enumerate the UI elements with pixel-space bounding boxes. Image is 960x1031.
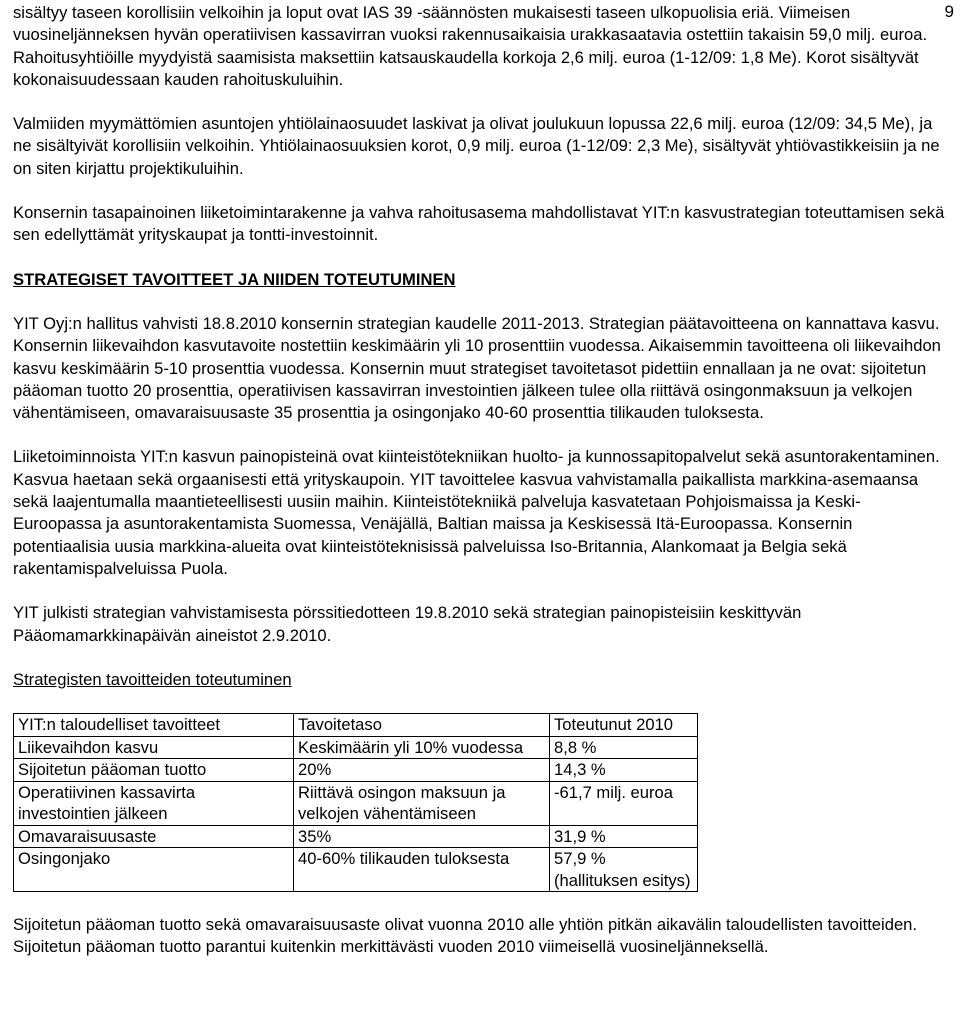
table-cell: Sijoitetun pääoman tuotto (14, 759, 294, 782)
table-cell: 35% (294, 825, 550, 848)
table-row (14, 736, 698, 759)
paragraph-release: YIT julkisti strategian vahvistamisesta pörssitiedotteen 19.8.2010 sekä strategian painopisteisiin keskittyvän Pääomamarkkinapäivän aineistot 2.9.2010. (13, 603, 802, 645)
table-cell: -61,7 milj. euroa (550, 781, 698, 825)
table-row (14, 781, 698, 825)
table-header-cell: YIT:n taloudelliset tavoitteet (14, 714, 294, 737)
paragraph-interest-bearing-debt: sisältyy taseen korollisiin velkoihin ja loput ovat IAS 39 -säännösten mukaisesti taseen ulkopuolisia eriä. Viimeisen vuosineljänneksen hyvän operatiivisen kassavirran vuoksi rakennusaikaisia urakkasaatavia ostettiin takaisin 59,0 milj. euroa. Rahoitusyhtiöille myydyistä saamisista maksettiin katsauskaudella korkoja 2,6 milj. euroa (1-12/09: 1,8 Me). Korot sisältyvät kokonaisuudessaan kauden rahoituskuluihin. (13, 3, 928, 89)
table-header-row (14, 714, 698, 737)
table-cell: Riittävä osingon maksuun ja velkojen vähentämiseen (294, 781, 550, 825)
table-cell: Omavaraisuusaste (14, 825, 294, 848)
section-heading: STRATEGISET TAVOITTEET JA NIIDEN TOTEUTUMINEN (13, 269, 456, 289)
paragraph-growth-focus: Liiketoiminnoista YIT:n kasvun painopisteinä ovat kiinteistötekniikan huolto- ja kunnossapitopalvelut sekä asuntorakentaminen. Kasvua haetaan sekä orgaanisesti että yrityskaupoin. YIT tavoittelee kasvua vahvistamalla paikallista markkina-asemaansa sekä laajentumalla maantieteellisesti uusiin maihin. Kiinteistötekniikä palveluja kasvatetaan Pohjoismaissa ja Keski-Euroopassa ja asuntorakentamista Suomessa, Venäjällä, Baltian maissa ja Keskisessä Itä-Euroopassa. Konsernin potentiaalisia uusia markkina-alueita ovat kiinteistöteknisissä palveluissa Iso-Britannia, Alankomaat ja Belgia sekä rakentamispalveluissa Puola. (13, 447, 940, 578)
table-cell: Osingonjako (14, 848, 294, 892)
targets-table (13, 713, 698, 892)
table-cell: 31,9 % (550, 825, 698, 848)
table-cell: 8,8 % (550, 736, 698, 759)
page-number: 9 (944, 2, 954, 21)
table-row (14, 825, 698, 848)
table-header-cell: Toteutunut 2010 (550, 714, 698, 737)
paragraph-business-structure: Konsernin tasapainoinen liiketoimintarakenne ja vahva rahoitusasema mahdollistavat YIT:n kasvustrategian toteuttamisen sekä sen edellyttämät yrityskaupat ja tontti-investoinnit. (13, 203, 945, 245)
table-cell: 20% (294, 759, 550, 782)
table-cell: Keskimäärin yli 10% vuodessa (294, 736, 550, 759)
paragraph-housing-loans: Valmiiden myymättömien asuntojen yhtiölainaosuudet laskivat ja olivat joulukuun lopussa 22,6 milj. euroa (12/09: 34,5 Me), ja ne sisältyivät korollisiin velkoihin. Yhtiölainaosuuksien korot, 0,9 milj. euroa (1-12/09: 2,3 Me), sisältyvät yhtiövastikkeisiin ja ne on siten kirjattu projektikuluihin. (13, 114, 940, 178)
table-cell: Liikevaihdon kasvu (14, 736, 294, 759)
table-cell: 14,3 % (550, 759, 698, 782)
table-row (14, 848, 698, 892)
paragraph-strategy: YIT Oyj:n hallitus vahvisti 18.8.2010 konsernin strategian kaudelle 2011-2013. Strategian päätavoitteena on kannattava kasvu. Konsernin liikevaihdon kasvutavoite nostettiin keskimäärin yli 10 prosenttiin vuodessa. Aikaisemmin tavoitteena oli liikevaihdon kasvu keskimäärin 5-10 prosenttia vuodessa. Konsernin muut strategiset tavoitetasot pidettiin ennallaan ja ne ovat: sijoitetun pääoman tuotto 20 prosenttia, operatiivisen kassavirran investointien jälkeen tulee olla riittävä osingonmaksuun ja velkojen vähentämiseen, omavaraisuusaste 35 prosenttia ja osingonjako 40-60 prosenttia tilikauden tuloksesta. (13, 313, 941, 423)
paragraph-conclusion: Sijoitetun pääoman tuotto sekä omavaraisuusaste olivat vuonna 2010 alle yhtiön pitkän aikavälin taloudellisten tavoitteiden. Sijoitetun pääoman tuotto parantui kuitenkin merkittävästi vuoden 2010 viimeisellä vuosineljänneksellä. (13, 915, 918, 957)
table-cell: 57,9 % (hallituksen esitys) (550, 848, 698, 892)
table-cell: Operatiivinen kassavirta investointien jälkeen (14, 781, 294, 825)
document-page (13, 0, 948, 959)
table-row (14, 759, 698, 782)
table-cell: 40-60% tilikauden tuloksesta (294, 848, 550, 892)
table-header-cell: Tavoitetaso (294, 714, 550, 737)
table-caption: Strategisten tavoitteiden toteutuminen (13, 669, 292, 689)
